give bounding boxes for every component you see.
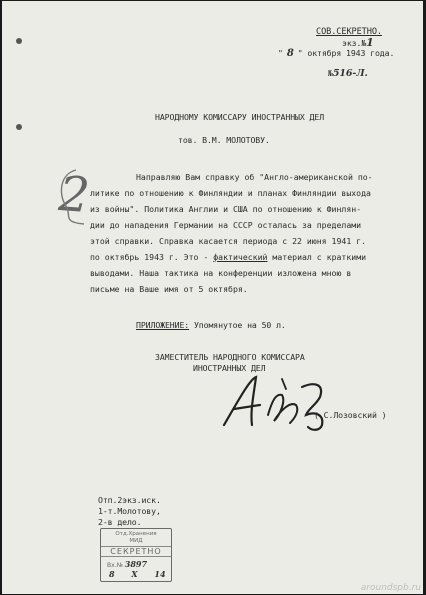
margin-bracket-mark [52, 166, 92, 228]
stamp-secret: СЕКРЕТНО [101, 546, 171, 557]
document-number: №516-Л. [328, 68, 368, 79]
stamp-incoming: Вх.№ 3897 [107, 559, 148, 569]
distribution-line: Отп.2экз.иск. [98, 495, 161, 505]
body-line: письме на Ваше имя от 5 октября. [90, 284, 248, 294]
watermark-text: aroundspb.ru [360, 583, 421, 593]
body-line: Направляю Вам справку об "Англо-американской по- [136, 172, 373, 182]
punch-hole [16, 38, 22, 44]
stamp-org: МИД [129, 538, 143, 544]
margin-handwritten-mark: 2 [57, 166, 92, 224]
body-line: литике по отношению к Финляндии и планах Финляндии выхода [90, 188, 371, 198]
signatory-name: ( С.Лозовский ) [314, 410, 387, 420]
addressee-title: НАРОДНОМУ КОМИССАРУ ИНОСТРАННЫХ ДЕЛ [155, 112, 325, 122]
attachment-label: ПРИЛОЖЕНИЕ: [136, 320, 190, 330]
archive-stamp [100, 528, 172, 582]
distribution-line: 2-в дело. [98, 517, 142, 527]
copy-number: экз.№1 [342, 36, 374, 49]
body-line: по октябрь 1943 г. Это - фактический материал с краткими [90, 252, 367, 262]
document-date: " 8 " октября 1943 года. [278, 48, 395, 59]
body-line: из войны". Политика Англии и США по отношению к Финлян- [90, 204, 362, 214]
distribution-line: 1-т.Молотову, [98, 506, 161, 516]
signatory-title: ЗАМЕСТИТЕЛЬ НАРОДНОГО КОМИССАРА [155, 352, 305, 362]
classification-mark: СОВ.СЕКРЕТНО. [316, 27, 382, 37]
addressee-name: тов. В.М. МОЛОТОВУ. [178, 135, 270, 145]
attachment-line: ПРИЛОЖЕНИЕ: Упомянутое на 50 л. [136, 320, 286, 330]
document-page [2, 1, 423, 594]
stamp-dept: Отд.Хранения [115, 531, 157, 537]
body-line: дии до нападения Германии на СССР осталась за пределами [90, 220, 362, 230]
signatory-title-2: ИНОСТРАННЫХ ДЕЛ [193, 363, 266, 373]
emphasized-word: фактический [213, 252, 268, 262]
body-line: этой справки. Справка касается периода с 22 июня 1941 г. [90, 236, 367, 246]
handwritten-signature [220, 371, 332, 433]
stamp-date-handwritten: 8 Х 14 [109, 569, 166, 579]
punch-hole [16, 124, 22, 130]
body-line: выводами. Наша тактика на конференции изложена мною в [90, 268, 352, 278]
